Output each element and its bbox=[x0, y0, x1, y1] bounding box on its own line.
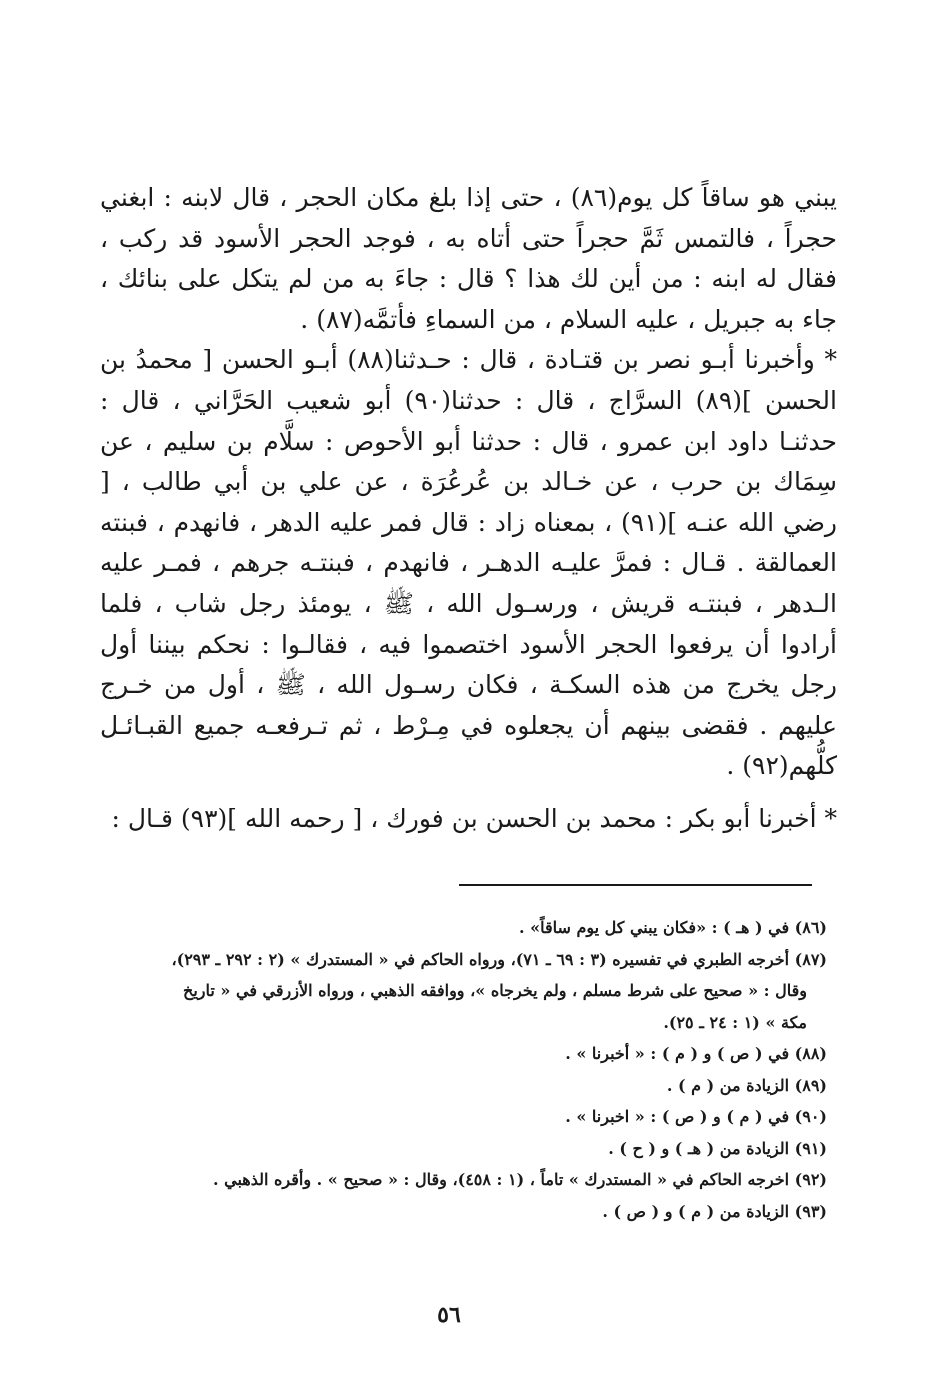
footnote-87: (٨٧) أخرجه الطبري في تفسيره (٣ : ٦٩ ـ ٧١)، ورواه الحاكم في « المستدرك » (٢ : ٢٩٢ ـ ٢٩٣)، bbox=[171, 949, 827, 969]
paragraph-3: * أخبرنا أبو بكر : محمد بن الحسن بن فورك ، [ رحمه الله ](٩٣) قـال : bbox=[111, 803, 837, 833]
footnote-86: (٨٦) في ( هـ ) : «فكان يبني كل يوم ساقاً» . bbox=[518, 918, 827, 937]
footnote-87-continued-2: مكة » (١ : ٢٤ ـ ٢٥). bbox=[663, 1012, 807, 1032]
footnote-divider bbox=[459, 884, 812, 886]
footnotes bbox=[100, 912, 827, 1227]
footnote-90: (٩٠) في ( م ) و ( ص ) : « اخبرنا » . bbox=[565, 1107, 827, 1126]
footnote-92: (٩٢) اخرجه الحاكم في « المستدرك » تاماً ، (١ : ٤٥٨)، وقال : « صحيح » . وأقره الذهبي . bbox=[212, 1170, 827, 1189]
footnote-87-continued: وقال : « صحيح على شرط مسلم ، ولم يخرجاه »، ووافقه الذهبي ، ورواه الأزرقي في « تاريخ bbox=[183, 981, 807, 1000]
main-text bbox=[100, 178, 837, 840]
footnote-93: (٩٣) الزيادة من ( م ) و ( ص ) . bbox=[602, 1201, 827, 1221]
page-number: ٥٦ bbox=[437, 1302, 461, 1328]
footnote-91: (٩١) الزيادة من ( هـ ) و ( ح ) . bbox=[608, 1138, 827, 1158]
paragraph-1: يبني هو ساقاً كل يوم(٨٦) ، حتى إذا بلغ مكان الحجر ، قال لابنه : ابغني حجراً ، فالتمس ثَمَّ حجراً حتى أتاه به ، فوجد الحجر الأسود قد ركب ، فقال له ابنه : من أين لك هذا ؟ قال : جاءَ به من لم يتكل على بنائك ، جاء به جبريل ، عليه السلام ، من السماءِ فأتمَّه(٨٧) . bbox=[100, 183, 837, 334]
footnote-88: (٨٨) في ( ص ) و ( م ) : « أخبرنا » . bbox=[565, 1044, 827, 1063]
paragraph-2: * وأخبرنا أبـو نصر بن قتـادة ، قال : حـدثنا(٨٨) أبـو الحسن [ محمدُ بن الحسن ](٨٩) السرَّاج ، قال : حدثنا(٩٠) أبو شعيب الحَرَّاني ، قال : حدثنـا داود ابن عمرو ، قال : حدثنا أبو الأحوص : سلَّام بن سليم ، عن سِمَاك بن حرب ، عن خـالد بن عُرعُرَة ، عن علي بن أبي طالب ، [ رضي الله عنـه ](٩١) ، بمعناه زاد : قال فمر عليه الدهر ، فانهدم ، فبنته العمالقة . قـال : فمرَّ عليـه الدهـر ، فانهدم ، فبنتـه جرهم ، فمـر عليه الـدهر ، فبنتـه قريش ، ورسـول الله ، ﷺ ، يومئذ رجل شاب ، فلما أرادوا أن يرفعوا الحجر الأسود اختصموا فيه ، فقالـوا : نحكم بيننا أول رجل يخرج من هذه السكـة ، فكان رسـول الله ، ﷺ ، أول من خـرج عليهم . فقضى بينهم أن يجعلوه في مِـرْط ، ثم تـرفعـه جميع القبـائـل كلُّهم(٩٢) . bbox=[100, 345, 838, 781]
footnote-89: (٨٩) الزيادة من ( م ) . bbox=[666, 1075, 827, 1095]
